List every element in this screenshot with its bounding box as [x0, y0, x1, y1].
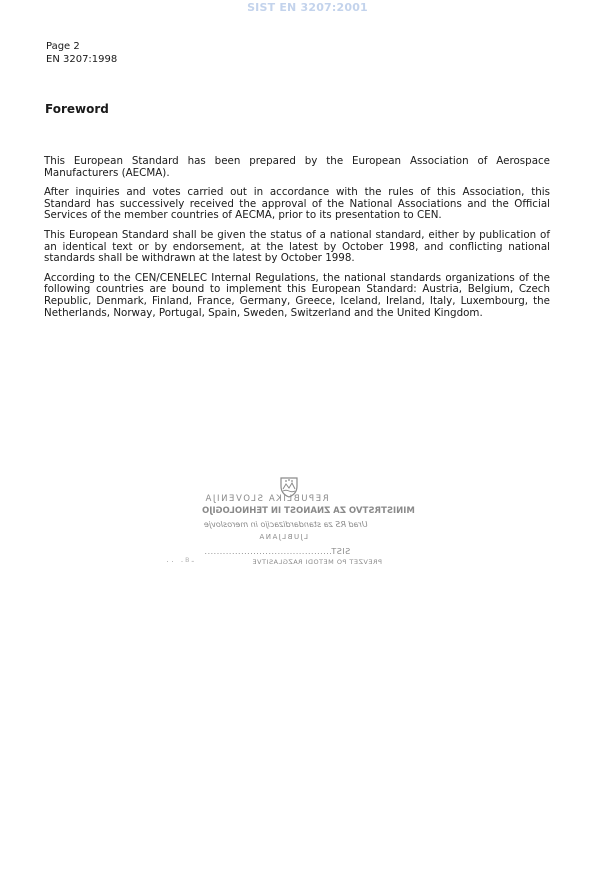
stamp-line-city: LJUBLJANA [258, 533, 309, 541]
stamp-line-republic: REPUBLIKA SLOVENIJA [204, 494, 329, 504]
stamp-line-office: Urad RS za standardizacijo in meroslovje [204, 520, 368, 529]
foreword-paragraph-1: This European Standard has been prepared by the European Association of Aerospace Manufacturers (AECMA). [44, 155, 550, 179]
foreword-paragraph-4: According to the CEN/CENELEC Internal Regulations, the national standards organizations of the following countries are bound to implement this European Standard: Austria, Belgium, Czech Republic, Denmark, Finland, France, Germany, Greece, Iceland, Ireland, Italy, Luxembourg, the Netherlands, Norway, Portugal, Spain, Sweden, Switzerland and the United Kingdom. [44, 271, 550, 319]
foreword-paragraph-2: After inquiries and votes carried out in accordance with the rules of this Association, this Standard has successively received the approval of the National Associations and the Official Services of the member countries of AECMA, prior to its presentation to CEN. [44, 186, 550, 222]
stamp-line-method: PREVZET PO METODI RAZGLASITVE [252, 558, 382, 566]
foreword-body [44, 156, 550, 327]
standard-reference: EN 3207:1998 [46, 54, 118, 65]
foreword-paragraph-3: This European Standard shall be given the status of a national standard, either by publication of an identical text or by endorsement, at the latest by October 1998, and conflicting national standards shall be withdrawn at the latest by October 1998. [44, 228, 550, 265]
foreword-title: Foreword [45, 102, 109, 116]
document-watermark: SIST EN 3207:2001 [247, 1, 368, 14]
page-number: Page 2 [46, 41, 80, 52]
stamp-residue-marks: ·· ·ᴮ- [166, 556, 197, 566]
official-stamp [200, 476, 415, 576]
page-header [46, 40, 117, 66]
stamp-line-ministry: MINISTRSTVO ZA ZNANOST IN TEHNOLOGIJO [202, 506, 415, 516]
stamp-dotted-line: SIST.......................................... [204, 547, 351, 556]
